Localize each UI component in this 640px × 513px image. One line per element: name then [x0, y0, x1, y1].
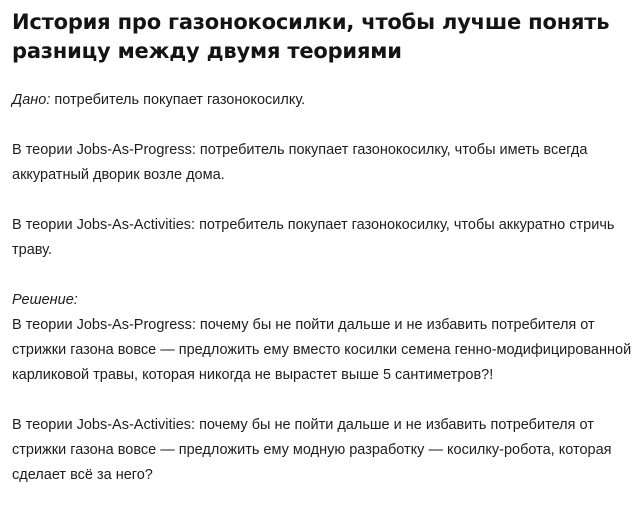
given-label: Дано: — [12, 92, 51, 108]
article — [12, 8, 632, 513]
activities-theory-paragraph: В теории Jobs-As-Activities: потребитель покупает газонокосилку, чтобы аккуратно стричь траву. — [12, 217, 615, 258]
given-paragraph — [12, 88, 632, 113]
given-text: потребитель покупает газонокосилку. — [50, 92, 306, 108]
solution-activities-paragraph: В теории Jobs-As-Activities: почему бы не пойти дальше и не избавить потребителя от стрижки газона вовсе — предложить ему модную разработку — косилку-робота, которая сделает всё за него? — [12, 417, 612, 483]
solution-label: Решение: — [12, 292, 78, 308]
solution-progress-paragraph — [12, 288, 632, 388]
article-title: История про газонокосилки, чтобы лучше понять разницу между двумя теориями — [12, 10, 610, 63]
solution-progress-text: В теории Jobs-As-Progress: почему бы не пойти дальше и не избавить потребителя от стрижки газона вовсе — предложить ему вместо косилки семена генно-модифицированной карликовой травы, которая никогда не вырастет выше 5 сантиметров?! — [12, 317, 632, 383]
progress-theory-paragraph: В теории Jobs-As-Progress: потребитель покупает газонокосилку, чтобы иметь всегда аккуратный дворик возле дома. — [12, 142, 588, 183]
